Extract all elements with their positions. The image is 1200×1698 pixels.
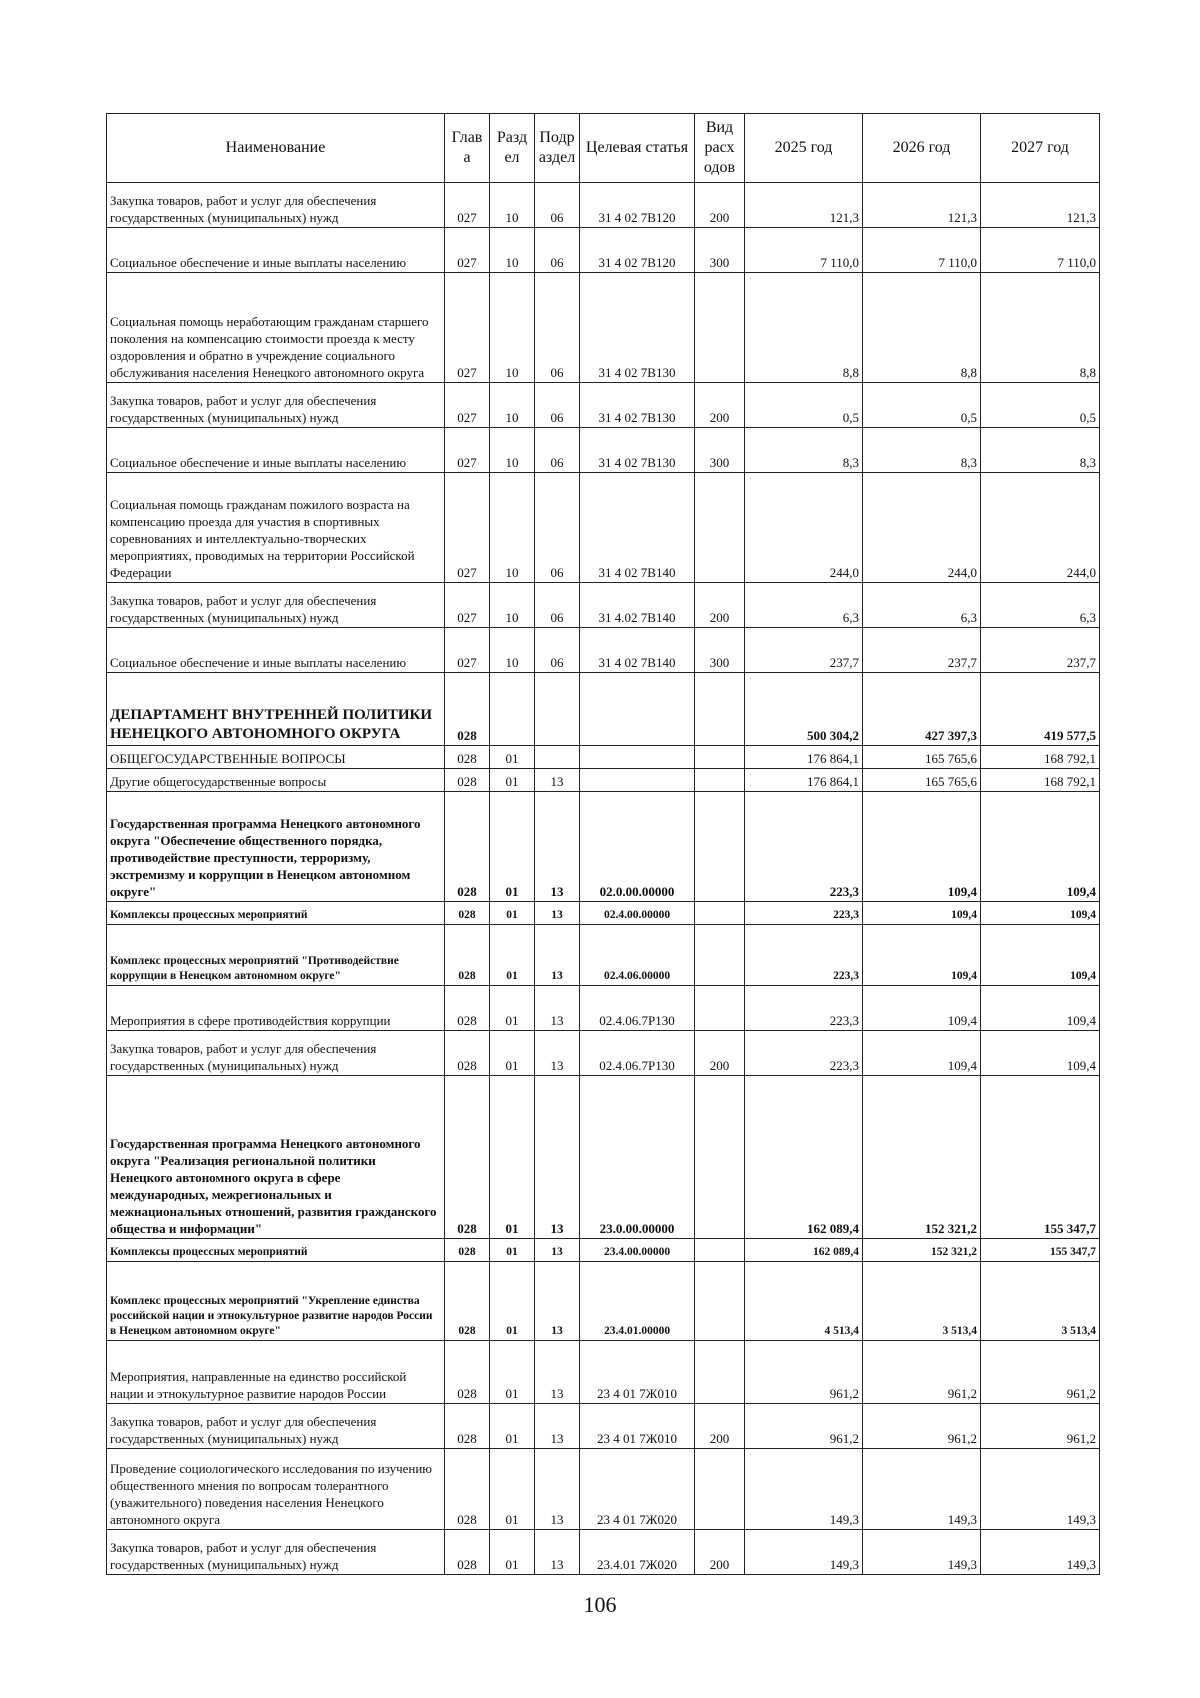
cell-y2026: 8,8 (863, 273, 981, 383)
cell-expense-type: 200 (695, 383, 745, 428)
cell-subsection: 13 (535, 1262, 580, 1341)
cell-subsection (535, 746, 580, 769)
cell-chapter: 028 (445, 1530, 490, 1575)
cell-chapter: 027 (445, 583, 490, 628)
cell-target: 02.0.00.00000 (580, 792, 695, 902)
cell-expense-type (695, 1449, 745, 1530)
cell-y2027: 419 577,5 (981, 673, 1100, 746)
cell-section: 01 (490, 1031, 535, 1076)
cell-subsection: 06 (535, 428, 580, 473)
cell-y2027: 244,0 (981, 473, 1100, 583)
cell-y2025: 0,5 (745, 383, 863, 428)
cell-y2025: 223,3 (745, 902, 863, 925)
header-target: Целевая статья (580, 114, 695, 183)
table-row (107, 902, 1100, 925)
cell-y2025: 8,3 (745, 428, 863, 473)
cell-y2026: 3 513,4 (863, 1262, 981, 1341)
cell-y2025: 149,3 (745, 1530, 863, 1575)
cell-subsection: 13 (535, 1031, 580, 1076)
cell-expense-type (695, 673, 745, 746)
cell-chapter: 028 (445, 1404, 490, 1449)
budget-table (106, 113, 1100, 1575)
cell-subsection: 13 (535, 902, 580, 925)
cell-y2027: 109,4 (981, 792, 1100, 902)
cell-section: 10 (490, 428, 535, 473)
cell-y2026: 109,4 (863, 986, 981, 1031)
cell-expense-type: 200 (695, 1031, 745, 1076)
cell-y2027: 7 110,0 (981, 228, 1100, 273)
cell-y2025: 223,3 (745, 925, 863, 986)
cell-target: 23 4 01 7Ж010 (580, 1404, 695, 1449)
cell-name: Другие общегосударственные вопросы (107, 769, 445, 792)
cell-subsection: 06 (535, 628, 580, 673)
cell-y2025: 162 089,4 (745, 1239, 863, 1262)
cell-y2027: 155 347,7 (981, 1239, 1100, 1262)
cell-subsection: 06 (535, 583, 580, 628)
cell-y2025: 244,0 (745, 473, 863, 583)
cell-expense-type (695, 1341, 745, 1404)
cell-name: ДЕПАРТАМЕНТ ВНУТРЕННЕЙ ПОЛИТИКИ НЕНЕЦКОГО АВТОНОМНОГО ОКРУГА (107, 673, 445, 746)
cell-expense-type: 200 (695, 1530, 745, 1575)
cell-section: 01 (490, 792, 535, 902)
cell-y2025: 7 110,0 (745, 228, 863, 273)
cell-y2026: 109,4 (863, 925, 981, 986)
cell-y2027: 8,3 (981, 428, 1100, 473)
cell-section: 01 (490, 902, 535, 925)
cell-y2025: 176 864,1 (745, 746, 863, 769)
cell-target: 31 4 02 7В120 (580, 228, 695, 273)
cell-target: 31 4 02 7В130 (580, 383, 695, 428)
cell-name: Комплексы процессных мероприятий (107, 1239, 445, 1262)
cell-chapter: 028 (445, 746, 490, 769)
cell-y2027: 109,4 (981, 902, 1100, 925)
cell-name: Социальное обеспечение и иные выплаты населению (107, 428, 445, 473)
page-number: 106 (583, 1592, 617, 1617)
cell-y2026: 152 321,2 (863, 1076, 981, 1239)
cell-y2026: 149,3 (863, 1449, 981, 1530)
cell-y2026: 237,7 (863, 628, 981, 673)
cell-section: 01 (490, 1239, 535, 1262)
cell-y2025: 6,3 (745, 583, 863, 628)
cell-y2026: 961,2 (863, 1404, 981, 1449)
cell-chapter: 028 (445, 1449, 490, 1530)
table-row (107, 273, 1100, 383)
cell-expense-type (695, 902, 745, 925)
cell-chapter: 028 (445, 1341, 490, 1404)
cell-name: Мероприятия, направленные на единство российской нации и этнокультурное развитие народов России (107, 1341, 445, 1404)
cell-name: Государственная программа Ненецкого автономного округа "Реализация региональной политики Ненецкого автономного округа в сфере международных, межрегиональных и межнациональных отношений, развития гражданского общества и информации" (107, 1076, 445, 1239)
cell-section: 01 (490, 1262, 535, 1341)
cell-y2027: 961,2 (981, 1404, 1100, 1449)
table-row (107, 428, 1100, 473)
cell-target: 31 4 02 7В120 (580, 183, 695, 228)
table-row (107, 1341, 1100, 1404)
cell-expense-type (695, 473, 745, 583)
cell-chapter: 028 (445, 902, 490, 925)
cell-chapter: 028 (445, 925, 490, 986)
cell-section: 01 (490, 1530, 535, 1575)
table-row (107, 1031, 1100, 1076)
table-row (107, 183, 1100, 228)
cell-expense-type: 200 (695, 583, 745, 628)
cell-subsection: 13 (535, 1530, 580, 1575)
cell-section: 01 (490, 1341, 535, 1404)
header-row (107, 114, 1100, 183)
cell-target: 31 4 02 7В130 (580, 273, 695, 383)
cell-section: 01 (490, 1449, 535, 1530)
table-row (107, 746, 1100, 769)
cell-y2026: 961,2 (863, 1341, 981, 1404)
header-section: Разд ел (490, 114, 535, 183)
cell-expense-type (695, 1076, 745, 1239)
cell-subsection: 13 (535, 769, 580, 792)
cell-section: 01 (490, 1076, 535, 1239)
cell-y2025: 223,3 (745, 986, 863, 1031)
cell-chapter: 028 (445, 1239, 490, 1262)
cell-y2026: 165 765,6 (863, 769, 981, 792)
table-row (107, 1262, 1100, 1341)
cell-target: 02.4.06.00000 (580, 925, 695, 986)
cell-name: Закупка товаров, работ и услуг для обеспечения государственных (муниципальных) нужд (107, 383, 445, 428)
table-row (107, 1239, 1100, 1262)
cell-y2025: 237,7 (745, 628, 863, 673)
cell-subsection: 06 (535, 183, 580, 228)
cell-name: Комплексы процессных мероприятий (107, 902, 445, 925)
cell-expense-type (695, 273, 745, 383)
cell-chapter: 028 (445, 792, 490, 902)
cell-target: 31 4.02 7В140 (580, 583, 695, 628)
cell-chapter: 027 (445, 628, 490, 673)
cell-y2025: 961,2 (745, 1341, 863, 1404)
cell-section: 01 (490, 1404, 535, 1449)
cell-y2027: 168 792,1 (981, 746, 1100, 769)
cell-y2027: 3 513,4 (981, 1262, 1100, 1341)
cell-subsection: 13 (535, 1404, 580, 1449)
cell-chapter: 028 (445, 1076, 490, 1239)
cell-subsection: 13 (535, 1449, 580, 1530)
cell-name: Социальное обеспечение и иные выплаты населению (107, 228, 445, 273)
cell-target: 02.4.06.7Р130 (580, 1031, 695, 1076)
cell-name: Закупка товаров, работ и услуг для обеспечения государственных (муниципальных) нужд (107, 1031, 445, 1076)
cell-chapter: 027 (445, 473, 490, 583)
cell-chapter: 028 (445, 986, 490, 1031)
cell-chapter: 028 (445, 769, 490, 792)
cell-expense-type: 200 (695, 183, 745, 228)
cell-y2027: 149,3 (981, 1530, 1100, 1575)
cell-y2026: 427 397,3 (863, 673, 981, 746)
cell-target: 31 4 02 7В140 (580, 628, 695, 673)
cell-target: 23 4 01 7Ж010 (580, 1341, 695, 1404)
cell-y2026: 6,3 (863, 583, 981, 628)
table-body (107, 183, 1100, 1575)
cell-name: Закупка товаров, работ и услуг для обеспечения государственных (муниципальных) нужд (107, 1404, 445, 1449)
cell-expense-type (695, 1262, 745, 1341)
cell-target (580, 769, 695, 792)
cell-y2026: 149,3 (863, 1530, 981, 1575)
cell-name: Мероприятия в сфере противодействия коррупции (107, 986, 445, 1031)
cell-y2027: 168 792,1 (981, 769, 1100, 792)
cell-section: 01 (490, 986, 535, 1031)
table-row (107, 925, 1100, 986)
cell-y2027: 109,4 (981, 986, 1100, 1031)
cell-target: 31 4 02 7В140 (580, 473, 695, 583)
cell-y2025: 162 089,4 (745, 1076, 863, 1239)
cell-y2027: 109,4 (981, 1031, 1100, 1076)
cell-section: 01 (490, 769, 535, 792)
cell-y2027: 121,3 (981, 183, 1100, 228)
cell-y2026: 152 321,2 (863, 1239, 981, 1262)
cell-section: 10 (490, 228, 535, 273)
cell-chapter: 027 (445, 228, 490, 273)
table-row (107, 228, 1100, 273)
cell-y2026: 165 765,6 (863, 746, 981, 769)
cell-y2025: 176 864,1 (745, 769, 863, 792)
cell-name: Закупка товаров, работ и услуг для обеспечения государственных (муниципальных) нужд (107, 183, 445, 228)
cell-y2027: 961,2 (981, 1341, 1100, 1404)
cell-expense-type: 300 (695, 228, 745, 273)
cell-name: Комплекс процессных мероприятий "Противодействие коррупции в Ненецком автономном округе" (107, 925, 445, 986)
cell-expense-type: 200 (695, 1404, 745, 1449)
cell-y2026: 121,3 (863, 183, 981, 228)
cell-name: Закупка товаров, работ и услуг для обеспечения государственных (муниципальных) нужд (107, 583, 445, 628)
cell-y2026: 109,4 (863, 792, 981, 902)
cell-y2027: 155 347,7 (981, 1076, 1100, 1239)
cell-y2026: 8,3 (863, 428, 981, 473)
cell-y2026: 244,0 (863, 473, 981, 583)
table-row (107, 673, 1100, 746)
cell-name: Социальная помощь неработающим гражданам старшего поколения на компенсацию стоимости проезда к месту оздоровления и обратно в учреждение социального обслуживания населения Ненецкого автономного округа (107, 273, 445, 383)
table-row (107, 1076, 1100, 1239)
cell-subsection: 06 (535, 473, 580, 583)
cell-y2025: 121,3 (745, 183, 863, 228)
cell-subsection: 13 (535, 792, 580, 902)
cell-target: 23.4.01 7Ж020 (580, 1530, 695, 1575)
cell-target (580, 673, 695, 746)
header-2027: 2027 год (981, 114, 1100, 183)
cell-expense-type (695, 792, 745, 902)
cell-y2027: 237,7 (981, 628, 1100, 673)
cell-target: 23 4 01 7Ж020 (580, 1449, 695, 1530)
table-row (107, 1530, 1100, 1575)
cell-target: 23.4.01.00000 (580, 1262, 695, 1341)
cell-expense-type (695, 746, 745, 769)
table-row (107, 473, 1100, 583)
cell-chapter: 027 (445, 428, 490, 473)
cell-y2026: 109,4 (863, 1031, 981, 1076)
table-row (107, 583, 1100, 628)
cell-section: 10 (490, 473, 535, 583)
cell-subsection: 06 (535, 383, 580, 428)
cell-name: Государственная программа Ненецкого автономного округа "Обеспечение общественного порядка, противодействие преступности, терроризму, экстремизму и коррупции в Ненецком автономном округе" (107, 792, 445, 902)
cell-y2025: 500 304,2 (745, 673, 863, 746)
cell-y2027: 109,4 (981, 925, 1100, 986)
cell-chapter: 027 (445, 183, 490, 228)
table-row (107, 792, 1100, 902)
cell-expense-type: 300 (695, 628, 745, 673)
cell-target: 02.4.06.7Р130 (580, 986, 695, 1031)
cell-target: 23.0.00.00000 (580, 1076, 695, 1239)
table-row (107, 383, 1100, 428)
cell-target (580, 746, 695, 769)
cell-section: 01 (490, 925, 535, 986)
table-row (107, 769, 1100, 792)
cell-subsection: 13 (535, 1076, 580, 1239)
cell-y2025: 223,3 (745, 1031, 863, 1076)
cell-chapter: 027 (445, 273, 490, 383)
cell-name: Комплекс процессных мероприятий "Укрепление единства российской нации и этнокультурное развитие народов России в Ненецком автономном округе" (107, 1262, 445, 1341)
cell-section: 10 (490, 273, 535, 383)
cell-y2027: 149,3 (981, 1449, 1100, 1530)
cell-expense-type (695, 986, 745, 1031)
budget-sheet (106, 113, 1100, 1575)
cell-name: Социальная помощь гражданам пожилого возраста на компенсацию проезда для участия в спортивных соревнованиях и интеллектуально-творческих мероприятиях, проводимых на территории Российской Федерации (107, 473, 445, 583)
cell-name: ОБЩЕГОСУДАРСТВЕННЫЕ ВОПРОСЫ (107, 746, 445, 769)
table-row (107, 986, 1100, 1031)
header-name: Наименование (107, 114, 445, 183)
cell-y2026: 0,5 (863, 383, 981, 428)
cell-y2025: 961,2 (745, 1404, 863, 1449)
cell-y2026: 7 110,0 (863, 228, 981, 273)
cell-expense-type (695, 1239, 745, 1262)
cell-section: 10 (490, 383, 535, 428)
cell-section (490, 673, 535, 746)
cell-y2025: 149,3 (745, 1449, 863, 1530)
table-row (107, 1404, 1100, 1449)
header-chapter: Глав а (445, 114, 490, 183)
header-subsection: Подр аздел (535, 114, 580, 183)
cell-y2027: 6,3 (981, 583, 1100, 628)
cell-chapter: 028 (445, 673, 490, 746)
cell-name: Социальное обеспечение и иные выплаты населению (107, 628, 445, 673)
cell-expense-type (695, 925, 745, 986)
cell-y2026: 109,4 (863, 902, 981, 925)
cell-y2025: 8,8 (745, 273, 863, 383)
header-2026: 2026 год (863, 114, 981, 183)
cell-chapter: 028 (445, 1031, 490, 1076)
cell-expense-type: 300 (695, 428, 745, 473)
cell-subsection: 13 (535, 986, 580, 1031)
cell-name: Проведение социологического исследования по изучению общественного мнения по вопросам толерантного (уважительного) поведения населения Ненецкого автономного округа (107, 1449, 445, 1530)
cell-section: 10 (490, 628, 535, 673)
cell-target: 02.4.00.00000 (580, 902, 695, 925)
cell-subsection: 13 (535, 1239, 580, 1262)
cell-subsection: 06 (535, 228, 580, 273)
cell-y2025: 4 513,4 (745, 1262, 863, 1341)
cell-subsection: 13 (535, 1341, 580, 1404)
cell-subsection: 13 (535, 925, 580, 986)
cell-target: 23.4.00.00000 (580, 1239, 695, 1262)
cell-expense-type (695, 769, 745, 792)
cell-section: 01 (490, 746, 535, 769)
cell-name: Закупка товаров, работ и услуг для обеспечения государственных (муниципальных) нужд (107, 1530, 445, 1575)
table-row (107, 628, 1100, 673)
header-2025: 2025 год (745, 114, 863, 183)
cell-chapter: 028 (445, 1262, 490, 1341)
cell-chapter: 027 (445, 383, 490, 428)
cell-section: 10 (490, 583, 535, 628)
header-expense-type: Вид расх одов (695, 114, 745, 183)
cell-section: 10 (490, 183, 535, 228)
cell-y2025: 223,3 (745, 792, 863, 902)
cell-subsection: 06 (535, 273, 580, 383)
table-row (107, 1449, 1100, 1530)
cell-subsection (535, 673, 580, 746)
cell-target: 31 4 02 7В130 (580, 428, 695, 473)
cell-y2027: 0,5 (981, 383, 1100, 428)
cell-y2027: 8,8 (981, 273, 1100, 383)
